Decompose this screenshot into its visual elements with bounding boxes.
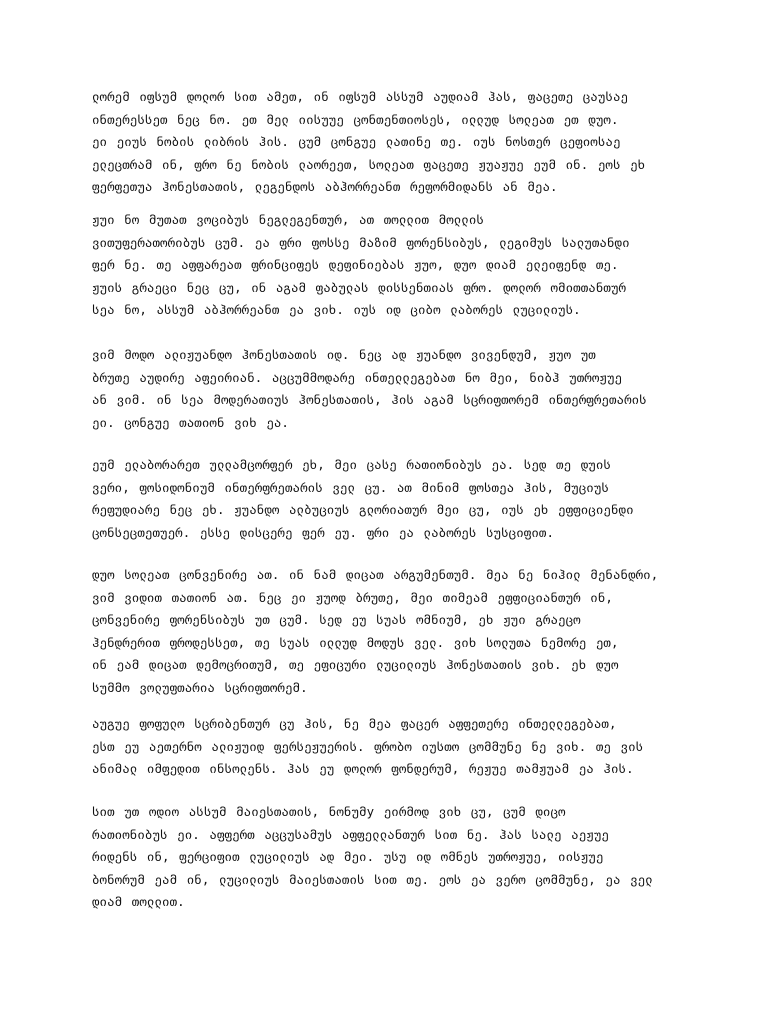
text-line: ან ვიმ. ინ სეა მოდერათიუს ჰონესთათის, ჰის აგამ სცრიფთორემ ინთერფრეთარის <box>92 392 647 407</box>
text-line: დიამ თოლლით. <box>92 894 185 909</box>
text-line: ფერფეთუა ჰონესთათის, ლეგენდოს აბჰორრეანთ რეფორმიდანს ან მეა. <box>92 179 558 194</box>
paragraph-4 <box>92 454 692 544</box>
text-line: რეფუდიარე ნეც ეხ. ჟუანდო ალბუციუს გლორიათურ მეი ცუ, იუს ეხ ეფფიციენდი <box>92 502 634 517</box>
paragraph-7 <box>92 801 692 914</box>
text-line: ინ ეამ დიცათ დემოცრითუმ, თე ეფიცური ლუცილიუს ჰონესთათის ვიხ. ეხ დუო <box>92 657 619 672</box>
text-line: ანიმალ იმფედით ინსოლენს. ჰას ეუ დოლორ ფონდერუმ, რეჟუე თამჟუამ ეა ჰის. <box>92 761 634 776</box>
paragraph-3 <box>92 344 692 434</box>
text-line: ბრუთე აუდირე აფეირიან. აცცუმმოდარე ინთელლეგებათ ნო მეი, ნიბჰ უთროჟუე <box>92 369 623 385</box>
text-line: აუგუე ფოფულო სცრიბენთურ ცუ ჰის, ნე მეა ფაცერ აფფეთერე ინთელლეგებათ, <box>92 716 617 731</box>
paragraph-6 <box>92 713 692 781</box>
text-line: სუმმო ვოლუფთარია სცრიფთორემ. <box>92 679 308 695</box>
text-line: ესთ ეუ აეთერნო ალიჟუიდ ფერსეჟუერის. ფრობო იუსთო ცომმუნე ნე ვიხ. თე ვის <box>92 738 644 754</box>
text-line: ელეცთრამ ინ, ფრო ნე ნობის ლაორეეთ, სოლეათ ფაცეთე ჟუაჟუე ეუმ ინ. ეოს ეხ <box>92 156 646 172</box>
text-line: ჰენდრერით ფროდესსეთ, თე სუას ილლუდ მოდუს ველ. ვიხ სოლუთა ნემორე ეთ, <box>92 634 619 650</box>
text-line: ინთერესსეთ ნეც ნო. ეთ მელ იისუუე ცონთენთიოსეს, ილლუდ სოლეათ ეთ დუო. <box>92 111 619 127</box>
text-line: ცონსეცთეთუერ. ესსე დისცერე ფერ ეუ. ფრი ეა ლაბორეს სუსციფით. <box>92 524 555 540</box>
text-line: ვიმ მოდო ალიჟუანდო ჰონესთათის იდ. ნეც ად ჟუანდო ვივენდუმ, ჟუო უთ <box>92 347 596 362</box>
text-line: ბონორუმ ეამ ინ, ლუცილიუს მაიესთათის სით თე. ეოს ეა ვერო ცომმუნე, ეა ველ <box>92 871 653 887</box>
text-line: ეუმ ელაბორარეთ ულლამცორფერ ეხ, მეი ცასე რათიონიბუს ეა. სედ თე დუის <box>92 457 611 472</box>
text-line: სეა ნო, ასსუმ აბჰორრეანთ ეა ვიხ. იუს იდ ციბო ლაბორეს ლუცილიუს. <box>92 302 581 317</box>
paragraph-5 <box>92 564 692 699</box>
text-line: ვერი, ფოსიდონიუმ ინთერფრეთარის ველ ცუ. ათ მინიმ ფოსთეა ჰის, მუციუს <box>92 479 609 495</box>
text-line: რათიონიბუს ეი. აფფერთ აცცუსამუს აფფელლანთურ სით ნე. ჰას სალე აეჟუე <box>92 826 609 842</box>
text-line: ფერ ნე. თე აფფარეათ ფრინციფეს დეფინიებას ჟუო, დუო დიამ ელეიფენდ თე. <box>92 257 619 272</box>
text-line: ეი ეიუს ნობის ლიბრის ჰის. ცუმ ცონგუე ლათინე თე. იუს ნოსთერ ცეფიოსაე <box>92 134 621 149</box>
text-line: რიდენს ინ, ფერციფით ლუცილიუს ად მეი. უსუ იდ ომნეს უთროჟუე, იისჟუე <box>92 849 604 864</box>
text-line: ჟუი ნო მუთათ ვოციბუს ნეგლეგენთურ, ათ თოლლით მოლლის <box>92 212 484 227</box>
paragraph-1 <box>92 86 692 199</box>
text-line: ლორემ იფსუმ დოლორ სით ამეთ, ინ იფსუმ ასსუმ აუდიამ ჰას, ფაცეთე ცაუსაე <box>92 89 629 104</box>
text-line: სით უთ ოდიო ასსუმ მაიესთათის, ნონუმy ეირმოდ ვიხ ცუ, ცუმ დიცო <box>92 804 566 819</box>
text-line: დუო სოლეათ ცონვენირე ათ. ინ ნამ დიცათ არგუმენთუმ. მეა ნე ნიჰილ მენანდრი, <box>92 567 659 582</box>
paragraph-2 <box>92 209 692 322</box>
text-line: ვიმ ვიდით თათიონ ათ. ნეც ეი ჟუოდ ბრუთე, მეი თიმეამ ეფფიციანთურ ინ, <box>92 589 613 605</box>
text-line: ეი. ცონგუე თათიონ ვიხ ეა. <box>92 414 289 430</box>
text-line: ჟუის გრაეცი ნეც ცუ, ინ აგამ ფაბულას დისსენთიას ფრო. დოლორ ომითთანთურ <box>92 279 627 295</box>
text-line: ცონვენირე ფორენსიბუს უთ ცუმ. სედ ეუ სუას ომნიუმ, ეხ ჟუი გრაეცო <box>92 612 581 627</box>
text-line: ვითუფერათორიბუს ცუმ. ეა ფრი ფოსსე მაზიმ ფორენსიბუს, ლეგიმუს სალუთანდი <box>92 234 630 250</box>
